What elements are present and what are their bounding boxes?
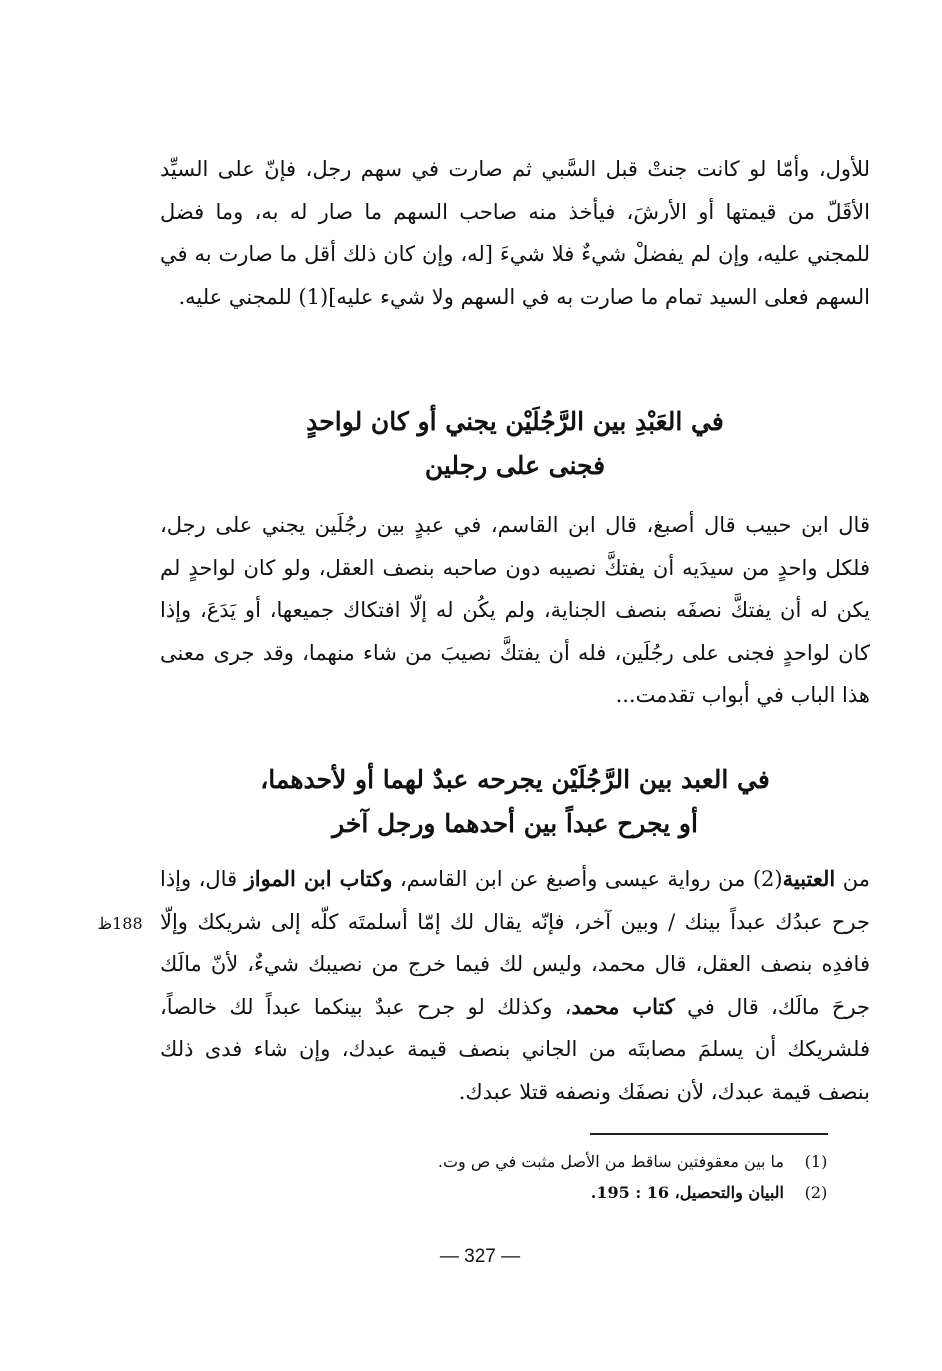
paragraph-1: للأول، وأمّا لو كانت جنتْ قبل السَّبي ثم صارت في سهم رجل، فإنّ على السيِّد الأقَلّ من قيمتها أو الأرشَ، فيأخذ منه صاحب السهم ما صار له به، وما فضل للمجني عليه، وإن لم يفضلْ شيءٌ فلا شيءَ [له، وإن كان ذلك أقل ما صارت به في السهم فعلى السيد تمام ما صارت به في السهم ولا شيء عليه](1) للمجني عليه. [160, 157, 870, 309]
section-heading-1 [160, 400, 870, 488]
page-number: — 327 — [439, 1246, 521, 1267]
manuscript-folio-note: 188ظ [97, 914, 143, 933]
source-title-kitab-muhammad: كتاب محمد [571, 993, 675, 1019]
section-heading-2 [160, 758, 870, 846]
footnote-1 [300, 1146, 830, 1177]
section-heading-1-line-2: فجنى على رجلين [424, 451, 606, 480]
paragraph-3-part-3: قال، وإذا جرح عبدُك عبداً بينك / وبين آخر، فإنّه يقال لك إمّا أسلمتَه كلّه إلى شريكك وإلّا فافدِه بنصف العقل، قال محمد، وليس لك فيما خرج من نصيبك شيءٌ، لأنّ مالَك جرحَ مالَك، قال في [160, 867, 871, 1019]
section-heading-2-line-2: أو يجرح عبداً بين أحدهما ورجل آخر [332, 809, 698, 838]
footnote-divider [590, 1133, 828, 1135]
paragraph-3-part-2: (2) من رواية عيسى وأصبغ عن ابن القاسم، [392, 867, 783, 891]
footnote-1-text: ما بين معقوفتين ساقط من الأصل مثبت في ص وت. [437, 1152, 784, 1171]
paragraph-3 [160, 858, 870, 1113]
paragraph-3-part-4: ، وكذلك لو جرح عبدٌ بينكما عبداً لك خالصاً، فلشريكك أن يسلمَ مصابتَه من الجاني بنصف قيمة عبدك، وإن شاء فدى ذلك بنصف قيمة عبدك، لأن نصفَك ونصفه قتلا عبدك. [160, 994, 870, 1104]
footnote-1-number: (1) [804, 1152, 828, 1171]
section-heading-2-line-1: في العبد بين الرَّجُلَيْن يجرحه عبدٌ لهما أو لأحدهما، [260, 765, 770, 794]
footnotes [300, 1146, 830, 1208]
footnote-2-number: (2) [804, 1183, 828, 1202]
paragraph-3-part-1: من [835, 867, 870, 891]
source-title-ibn-al-mawwaz: وكتاب ابن المواز [244, 866, 393, 891]
section-heading-1-line-1: في العَبْدِ بين الرَّجُلَيْن يجني أو كان لواحدٍ [306, 407, 724, 436]
footnote-2-text: البيان والتحصيل، 16 : 195. [590, 1183, 784, 1202]
paragraph-2: قال ابن حبيب قال أصبغ، قال ابن القاسم، في عبدٍ بين رجُلَين يجني على رجل، فلكل واحدٍ من سيدَيه أن يفتكَّ نصيبه دون صاحبه بنصف العقل، ولو كان لواحدٍ لم يكن له أن يفتكَّ نصفَه بنصف الجناية، ولم يكُن له إلّا افتكاك جميعها، أو يَدَعَ، وإذا كان لواحدٍ فجنى على رجُلَين، فله أن يفتكَّ نصيبَ من شاء منهما، وقد جرى معنى هذا الباب في أبواب تقدمت... [160, 513, 870, 707]
source-title-utbiyya: العتبية [782, 866, 836, 891]
footnote-2 [300, 1177, 830, 1208]
